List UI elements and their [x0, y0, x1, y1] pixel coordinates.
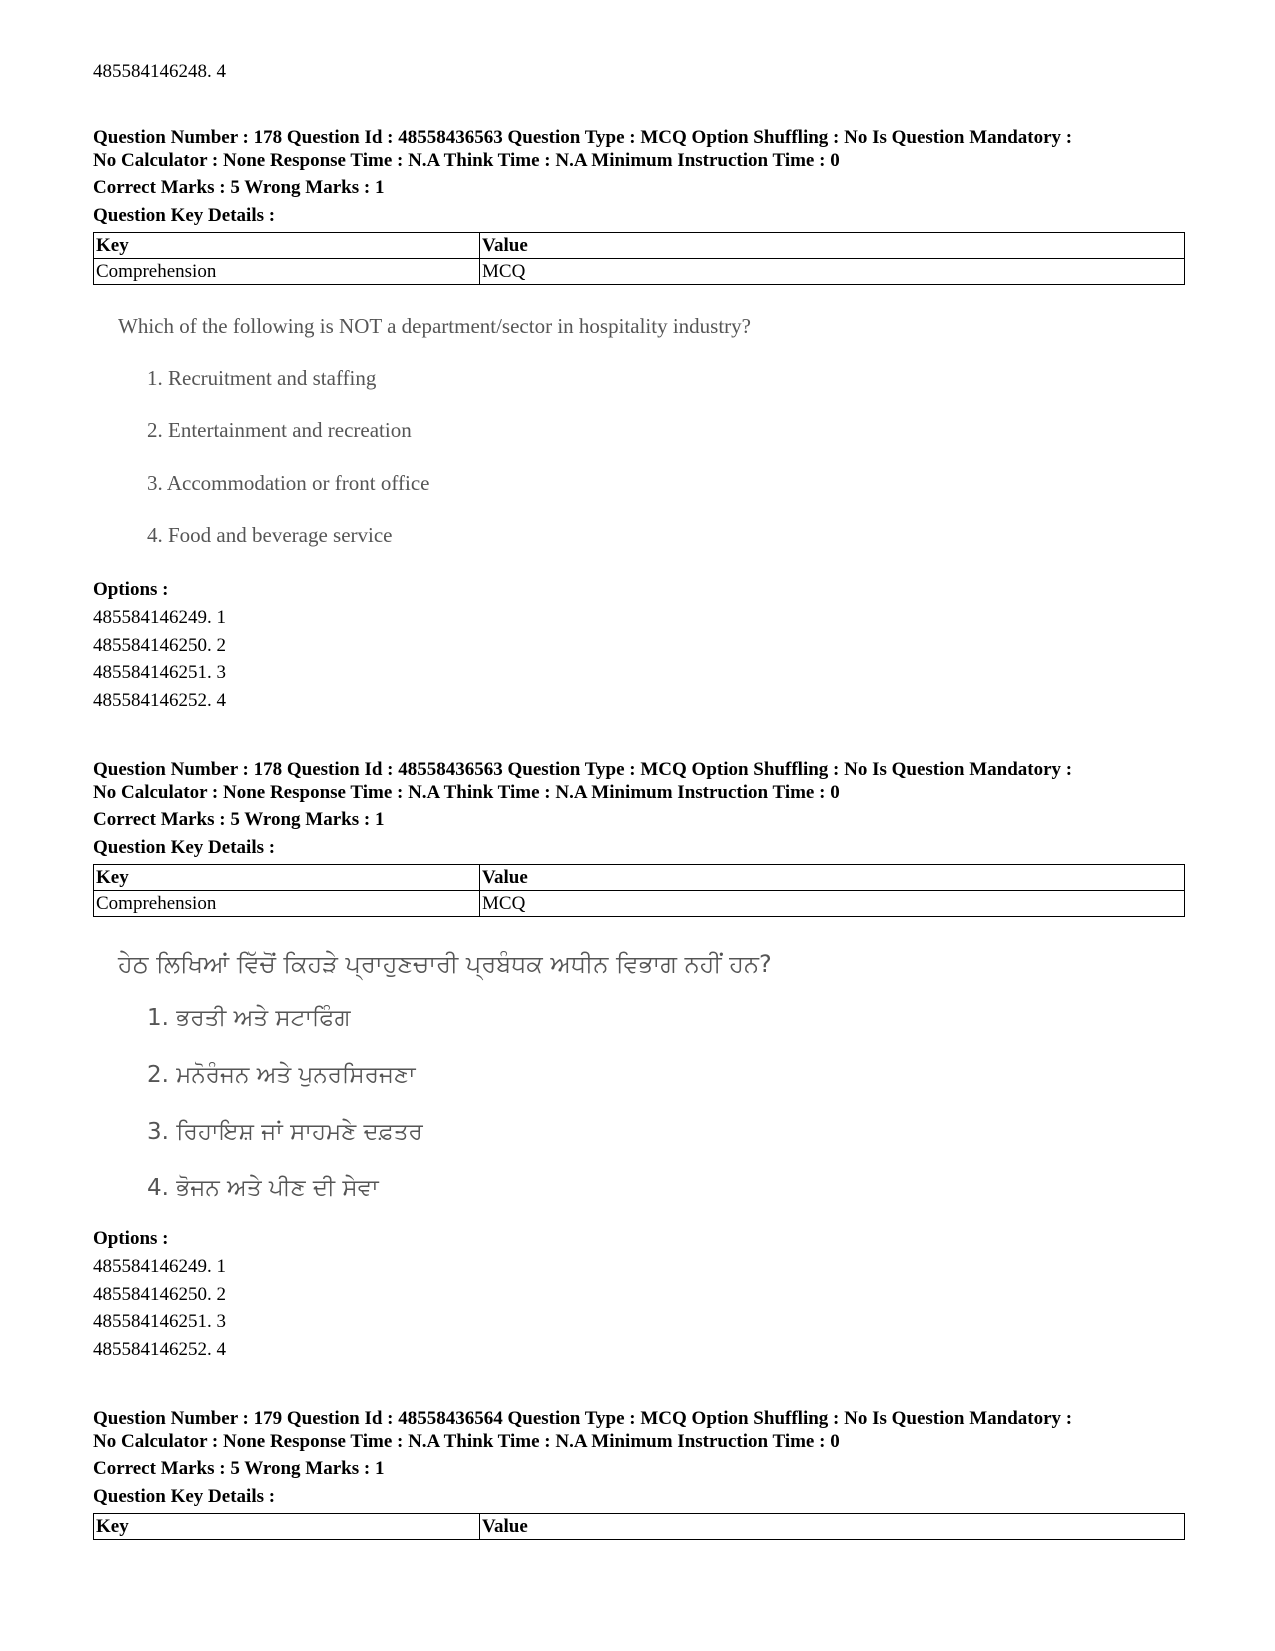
table-header-value: Value	[480, 233, 1185, 259]
choice-4: 4. ਭੋਜਨ ਅਤੇ ਪੀਣ ਦੀ ਸੇਵਾ	[147, 1175, 379, 1201]
key-details-label: Question Key Details :	[93, 205, 276, 226]
question-stem: ਹੇਠ ਲਿਖਿਆਂ ਵਿੱਚੋਂ ਕਿਹੜੇ ਪ੍ਰਾਹੁਣਚਾਰੀ ਪ੍ਰਬੰਧਕ ਅਧੀਨ ਵਿਭਾਗ ਨਹੀਂ ਹਨ?	[118, 950, 772, 978]
key-details-table	[93, 232, 1185, 285]
marks-line: Correct Marks : 5 Wrong Marks : 1	[93, 177, 385, 198]
question-image	[118, 314, 918, 554]
choice-3: 3. ਰਿਹਾਇਸ਼ ਜਾਂ ਸਾਹਮਣੇ ਦਫ਼ਤਰ	[147, 1119, 423, 1145]
options-label: Options :	[93, 579, 169, 600]
question-meta-line2: No Calculator : None Response Time : N.A Think Time : N.A Minimum Instruction Time : 0	[93, 1431, 840, 1452]
key-details-label: Question Key Details :	[93, 1486, 276, 1507]
key-details-table	[93, 864, 1185, 917]
options-label: Options :	[93, 1228, 169, 1249]
option-line: 485584146248. 4	[93, 61, 226, 82]
option-line: 485584146249. 1	[93, 607, 226, 628]
option-line: 485584146252. 4	[93, 1339, 226, 1360]
table-cell-key: Comprehension	[94, 259, 480, 285]
key-details-table	[93, 1513, 1185, 1540]
table-cell-value: MCQ	[480, 891, 1185, 917]
choice-1: 1. ਭਰਤੀ ਅਤੇ ਸਟਾਫਿੰਗ	[147, 1005, 351, 1031]
table-cell-key: Comprehension	[94, 891, 480, 917]
question-image	[118, 950, 918, 1210]
question-meta-line1: Question Number : 179 Question Id : 48558436564 Question Type : MCQ Option Shuffling : No Is Question Mandatory :	[93, 1408, 1073, 1429]
question-meta-line2: No Calculator : None Response Time : N.A Think Time : N.A Minimum Instruction Time : 0	[93, 782, 840, 803]
option-line: 485584146252. 4	[93, 690, 226, 711]
option-line: 485584146251. 3	[93, 662, 226, 683]
table-header-value: Value	[480, 865, 1185, 891]
table-header-value: Value	[480, 1514, 1185, 1540]
option-line: 485584146250. 2	[93, 1284, 226, 1305]
question-meta-line1: Question Number : 178 Question Id : 48558436563 Question Type : MCQ Option Shuffling : No Is Question Mandatory :	[93, 759, 1073, 780]
key-details-label: Question Key Details :	[93, 837, 276, 858]
table-header-key: Key	[94, 233, 480, 259]
option-line: 485584146249. 1	[93, 1256, 226, 1277]
marks-line: Correct Marks : 5 Wrong Marks : 1	[93, 1458, 385, 1479]
choice-3: 3. Accommodation or front office	[147, 471, 430, 495]
choice-2: 2. Entertainment and recreation	[147, 418, 412, 442]
choice-1: 1. Recruitment and staffing	[147, 366, 377, 390]
option-line: 485584146250. 2	[93, 635, 226, 656]
table-header-key: Key	[94, 1514, 480, 1540]
option-line: 485584146251. 3	[93, 1311, 226, 1332]
marks-line: Correct Marks : 5 Wrong Marks : 1	[93, 809, 385, 830]
choice-4: 4. Food and beverage service	[147, 523, 393, 547]
table-header-key: Key	[94, 865, 480, 891]
choice-2: 2. ਮਨੋਰੰਜਨ ਅਤੇ ਪੁਨਰਸਿਰਜਣਾ	[147, 1062, 416, 1088]
question-meta-line2: No Calculator : None Response Time : N.A Think Time : N.A Minimum Instruction Time : 0	[93, 150, 840, 171]
question-meta-line1: Question Number : 178 Question Id : 48558436563 Question Type : MCQ Option Shuffling : No Is Question Mandatory :	[93, 127, 1073, 148]
question-stem: Which of the following is NOT a department/sector in hospitality industry?	[118, 314, 751, 338]
table-cell-value: MCQ	[480, 259, 1185, 285]
